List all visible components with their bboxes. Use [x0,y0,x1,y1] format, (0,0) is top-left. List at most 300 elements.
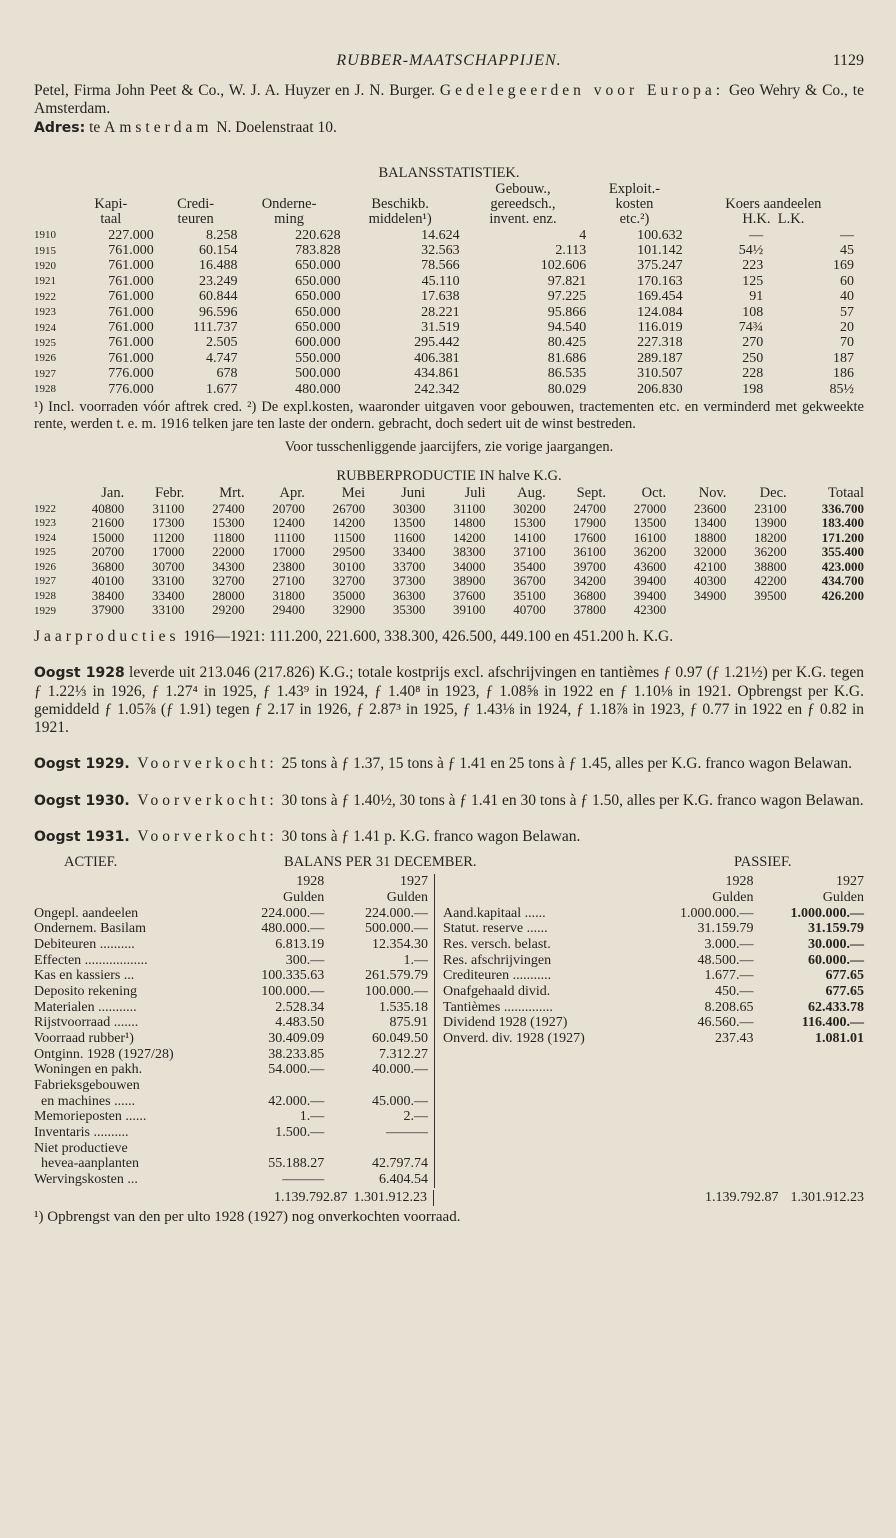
month-header: Nov. [698,485,727,502]
value-cell: 600.000 [295,335,341,351]
value-cell: — [840,227,854,243]
item-value: 40.000.— [372,1062,428,1078]
item-value: 1.677.— [704,968,754,984]
value-cell: 17000 [272,544,305,560]
value-cell: 434.700 [821,573,864,589]
month-header: Apr. [279,485,305,502]
value-cell: 36200 [633,544,667,560]
item-value: ——— [386,1124,428,1140]
item-label: Crediteuren ........... [443,968,552,984]
balance-stats-title: BALANSSTATISTIEK. [378,164,520,181]
value-cell: 91 [749,289,764,305]
value-cell: 761.000 [108,304,154,320]
total-assets-1927: 1.301.912.23 [353,1189,427,1205]
item-value: 55.188.27 [268,1156,325,1172]
col-header: Gebouw., gereedsch., invent. enz. [489,180,557,228]
value-cell: 38900 [453,573,486,589]
value-cell: 39700 [573,558,606,574]
value-cell: 37800 [573,602,606,618]
value-cell: 375.247 [637,258,683,274]
item-label: Ontginn. 1928 (1927/28) [34,1046,174,1062]
value-cell: 14.624 [421,227,460,243]
item-value: 100.000.— [261,983,325,999]
value-cell: 761.000 [108,350,154,366]
value-cell [726,603,786,618]
item-label: Res. afschrijvingen [443,952,552,968]
item-value [224,1078,324,1094]
value-cell: 17900 [573,515,606,531]
item-value: 450.— [715,983,754,999]
value-cell: 57 [840,304,854,320]
value-cell: 36700 [513,573,546,589]
value-cell: 32900 [332,602,366,618]
value-cell: 27400 [212,500,245,516]
stat-row [34,289,864,304]
value-cell: 30200 [513,500,546,516]
value-cell: 761.000 [108,335,154,351]
item-value: 100.335.63 [261,968,325,984]
item-label: Rijstvoorraad ....... [34,1015,139,1031]
year-cell: 1923 [34,517,56,530]
year-cell: 1922 [34,290,56,303]
item-value: 480.000.— [261,921,325,937]
balance-totals [34,1190,864,1207]
production-row [34,516,864,531]
item-label: Materialen ........... [34,999,137,1015]
value-cell: 35000 [332,587,366,603]
value-cell: 270 [742,335,764,351]
balance-sheet [34,874,864,1187]
value-cell: 108 [742,304,764,320]
value-cell: 171.200 [821,529,864,545]
value-cell: 32000 [693,544,727,560]
value-cell: 15000 [91,529,125,545]
item-label: Niet productieve [34,1140,128,1156]
value-cell: 11600 [393,529,426,545]
col-header: Kapi- taal [94,196,128,228]
value-cell: 94.540 [547,319,587,335]
value-cell: 38800 [754,558,787,574]
liability-row [443,1000,864,1016]
item-label: hevea-aanplanten [34,1156,139,1172]
item-value: 31.159.79 [697,921,754,937]
value-cell: 426.200 [821,587,864,603]
stat-row [34,228,864,243]
value-cell: 29400 [272,602,305,618]
value-cell: 227.318 [637,335,683,351]
item-label: Onverd. div. 1928 (1927) [443,1030,585,1046]
item-value: 224.000.— [261,905,325,921]
value-cell: 37600 [453,587,486,603]
item-value: 48.500.— [697,952,754,968]
value-cell: 86.535 [547,366,587,382]
item-value: 38.233.85 [268,1046,325,1062]
year-cell: 1924 [34,531,56,544]
year-cell: 1915 [34,244,56,257]
value-cell: 40800 [91,500,125,516]
value-cell: 33700 [392,558,426,574]
harvest-status: Voorverkocht: [129,791,278,809]
value-cell: 37300 [392,573,426,589]
value-cell: 33100 [151,573,185,589]
production-row [34,574,864,589]
item-value: 4.483.50 [275,1015,325,1031]
value-cell: 406.381 [414,350,460,366]
value-cell: 40100 [91,573,125,589]
balance-title: BALANS PER 31 DECEMBER. [284,854,477,871]
value-cell: 125 [742,273,764,289]
value-cell: 27000 [633,500,667,516]
item-value: 7.312.27 [379,1046,428,1062]
asset-row [34,1156,434,1172]
item-value: 60.000.— [808,952,864,968]
value-cell: 761.000 [108,319,154,335]
month-header: Juli [464,485,486,502]
value-cell: 39400 [633,573,667,589]
value-cell: 102.606 [540,258,587,274]
value-cell: 15300 [212,515,245,531]
harvest-label: Oogst 1931. [34,828,130,845]
value-cell: 336.700 [821,500,864,516]
value-cell: 550.000 [295,350,341,366]
value-cell: 38300 [453,544,486,560]
value-cell: 26700 [332,500,366,516]
production-table [34,485,864,618]
liability-row [443,968,864,984]
asset-row [34,1094,434,1110]
value-cell: 36300 [392,587,426,603]
liability-row [443,937,864,953]
harvest-label: Oogst 1930. [34,792,130,809]
value-cell: 500.000 [295,366,341,382]
stat-row [34,274,864,289]
year-cell: 1926 [34,352,56,365]
harvest-paragraph [34,755,864,773]
value-cell: 36800 [91,558,125,574]
value-cell: 34300 [212,558,245,574]
stat-row [34,305,864,320]
item-label: Wervingskosten ... [34,1171,138,1187]
value-cell: 289.187 [637,350,683,366]
item-value: 1.000.000.— [680,905,754,921]
value-cell: 18800 [693,529,727,545]
value-cell: 355.400 [821,544,864,560]
year-cell: 1926 [34,560,56,573]
value-cell: 13900 [754,515,787,531]
month-header: Sept. [576,485,606,502]
value-cell: 12400 [272,515,305,531]
value-cell: 31100 [152,500,185,516]
value-cell: 81.686 [547,350,587,366]
asset-row [34,984,434,1000]
value-cell: 776.000 [108,381,154,397]
item-value: 12.354.30 [372,936,428,952]
col-header: Beschikb. middelen¹) [368,196,432,228]
value-cell: 42100 [693,558,727,574]
item-value: 6.404.54 [379,1171,428,1187]
value-cell: 761.000 [108,258,154,274]
month-header: Aug. [517,485,546,502]
value-cell: 27100 [272,573,305,589]
item-value: 60.049.50 [372,1030,428,1046]
item-label: Ongepl. aandeelen [34,905,139,921]
address-street: N. Doelenstraat 10. [212,118,337,136]
value-cell: 169.454 [637,289,683,305]
value-cell: 36200 [754,544,787,560]
item-value: 100.000.— [365,983,428,999]
value-cell: 13500 [392,515,426,531]
stat-row [34,335,864,350]
value-cell: 32.563 [421,243,460,258]
value-cell: 8.258 [205,227,238,243]
value-cell: 35400 [513,558,546,574]
liability-row [443,921,864,937]
item-label: Kas en kassiers ... [34,968,135,984]
month-header: Jan. [101,485,125,502]
value-cell: 39100 [453,602,486,618]
balance-stats-note: Voor tusschenliggende jaarcijfers, zie vorige jaargangen. [284,439,614,456]
value-cell: 20700 [91,544,125,560]
asset-row [34,1078,434,1094]
year-cell: 1921 [34,275,56,288]
total-liabilities-1927: 1.301.912.23 [790,1189,864,1205]
value-cell: 206.830 [637,381,683,397]
page-number: 1129 [832,52,864,69]
balance-footnote: ¹) Opbrengst van den per ulto 1928 (1927) nog onverkochten voorraad. [34,1209,461,1226]
harvest-status: Voorverkocht: [129,827,278,845]
value-cell: 36100 [573,544,606,560]
item-label: Onafgehaald divid. [443,983,551,999]
asset-row [34,1062,434,1078]
item-value: 45.000.— [372,1093,428,1109]
item-label: Ondernem. Basilam [34,921,146,937]
year-cell: 1924 [34,321,56,334]
delegates-label: Gedelegeerden voor Europa: [439,82,725,99]
harvest-label: Oogst 1929. [34,756,130,773]
value-cell: 783.828 [295,243,341,258]
year-cell: 1910 [34,229,56,242]
item-label: Voorraad rubber¹) [34,1030,134,1046]
value-cell: 23600 [693,500,727,516]
harvest-text: 30 tons à ƒ 1.41 p. K.G. franco wagon Belawan. [277,827,581,845]
item-label: Statut. reserve ...... [443,921,548,937]
value-cell: 228 [742,366,764,382]
month-header: Dec. [759,485,787,502]
value-cell: 34000 [453,558,486,574]
annual-productions-label: Jaarproducties [34,627,180,645]
value-cell: 32700 [212,573,245,589]
page-header [34,52,864,82]
delegates-value: Geo Wehry & Co., te Amsterdam. [34,82,864,118]
balance-stats-table [34,182,864,397]
year-cell: 1925 [34,336,56,349]
value-cell: 101.142 [637,243,683,258]
total-assets-1928: 1.139.792.87 [274,1189,348,1205]
value-cell: 17300 [151,515,185,531]
item-value: 1.081.01 [815,1030,864,1046]
value-cell: 97.821 [547,273,587,289]
value-cell: 17000 [151,544,185,560]
value-cell: 22000 [212,544,245,560]
asset-row [34,953,434,969]
item-value: 46.560.— [697,1015,754,1031]
value-cell: 31.519 [421,319,460,335]
year-cell: 1927 [34,575,56,588]
asset-row [34,1141,434,1157]
value-cell: 11500 [333,529,366,545]
harvest-text: 25 tons à ƒ 1.37, 15 tons à ƒ 1.41 en 25 tons à ƒ 1.45, alles per K.G. franco wagon Belawan. [277,755,852,773]
value-cell: 37900 [91,602,125,618]
value-cell: 28.221 [421,304,460,320]
value-cell: 198 [742,381,764,397]
item-label: Aand.kapitaal ...... [443,905,546,921]
value-cell: 80.029 [547,381,587,397]
value-cell: 11100 [273,529,305,545]
month-header: Febr. [155,485,185,502]
asset-row [34,1015,434,1031]
item-value: 2.528.34 [275,999,325,1015]
asset-row [34,906,434,922]
value-cell: 111.737 [193,319,238,335]
value-cell: 14100 [513,529,546,545]
item-value: 224.000.— [365,905,428,921]
item-value: 1.— [299,1109,325,1125]
item-value: 6.813.19 [275,936,325,952]
value-cell: 761.000 [108,273,154,289]
production-row [34,589,864,604]
item-label: en machines ...... [34,1093,136,1109]
value-cell: 42200 [754,573,787,589]
value-cell: 761.000 [108,289,154,305]
harvest-text: leverde uit 213.046 (217.826) K.G.; totale kostprijs excl. afschrijvingen en tantièmes ƒ 0.97 (ƒ 1.21½) per K.G. tegen ƒ 1.22⅓ in 1926, ƒ 1.27⁴ in 1925, ƒ 1.43⁹ in 1924, ƒ 1.40⁸ in 1923, ƒ 1.08⅝ in 1922 en ƒ 1.10⅛ in 1921. Opbrengst per K.G. gemiddeld ƒ 1.05⅞ (ƒ 1.91) tegen ƒ 2.17 in 1926, ƒ 2.87³ in 1925, ƒ 1.43⅛ in 1924, ƒ 1.18⅞ in 1923, ƒ 0.77 in 1922 en ƒ 0.82 in 1921. [34,664,865,737]
value-cell: 40300 [693,573,727,589]
col-header-koers: Koers aandeelen H.K. L.K. [725,196,822,228]
value-cell: — [749,227,764,243]
item-value: 1.000.000.— [790,905,864,921]
item-label: Fabrieksgebouwen [34,1077,140,1093]
item-value: 1.500.— [275,1124,325,1140]
value-cell: 60.844 [198,289,238,305]
value-cell: 36800 [573,587,606,603]
year-cell: 1922 [34,502,56,515]
value-cell: 2.113 [555,243,587,258]
production-row [34,560,864,575]
item-value: 1.— [403,952,428,968]
value-cell: 17600 [573,529,606,545]
value-cell: 124.084 [637,304,683,320]
value-cell: 16.488 [198,258,238,274]
value-cell: 14200 [453,529,486,545]
asset-row [34,968,434,984]
value-cell: 250 [742,350,764,366]
value-cell: 18200 [754,529,787,545]
value-cell: 30700 [151,558,185,574]
value-cell: 187 [833,350,854,366]
item-value: 3.000.— [704,936,754,952]
value-cell: 4.747 [205,350,238,366]
item-value: 42.000.— [268,1093,325,1109]
total-liabilities-1928: 1.139.792.87 [705,1189,779,1205]
asset-row [34,937,434,953]
item-value: 31.159.79 [808,921,864,937]
value-cell: 423.000 [821,558,864,574]
year-cell: 1920 [34,260,56,273]
value-cell: 183.400 [821,515,864,531]
asset-row [34,1172,434,1188]
item-value: 62.433.78 [808,999,864,1015]
value-cell: 223 [742,258,764,274]
item-value: 875.91 [389,1015,428,1031]
value-cell: 39500 [754,587,787,603]
value-cell: 37100 [513,544,546,560]
item-value: ——— [282,1171,325,1187]
harvest-paragraph [34,664,864,737]
value-cell: 15300 [513,515,546,531]
production-title: RUBBERPRODUCTIE IN halve K.G. [336,468,562,485]
balance-header [34,854,864,874]
value-cell: 43600 [633,558,667,574]
production-row [34,545,864,560]
production-row [34,502,864,517]
liability-row [443,1015,864,1031]
asset-row [34,1031,434,1047]
harvest-text: 30 tons à ƒ 1.40½, 30 tons à ƒ 1.41 en 30 tons à ƒ 1.50, alles per K.G. franco wagon Belawan. [277,791,864,809]
value-cell: 14200 [332,515,366,531]
value-cell: 1.677 [205,381,238,397]
value-cell: 39400 [633,587,667,603]
value-cell: 100.632 [637,227,683,243]
year-cell: 1927 [34,367,56,380]
value-cell: 16100 [633,529,667,545]
value-cell: 11200 [152,529,185,545]
assets-column: 1928 1927 Gulden Gulden Ongepl. aandeelen 224.000.— 224.000.— Ondernem. Basilam 480.000.— 500.000.— Debiteuren .......... 6.813.19 12.354.30 Effecten .................. 300.— 1.— Kas en kassiers ... 100.335.63 261.579.79 Deposito rekening 100.000.— 100.000.— Materialen ........... 2.528.34 1.535.18 Rijstvoorraad ....... 4.483.50 875.91 Voorraad rubber¹) 30.409.09 60.049.50 Ontginn. 1928 (1927/28) 38.233.85 7.312.27 Woningen en pakh. 54.000.— 40.000.— Fabrieksgebouwen en machines ...... 42.000.— 45.000.— Memorieposten ...... 1.— 2.— Inventaris .......... 1.500.— ——— Niet productieve hevea-aanplanten 55.188.27 42.797.74 Wervingskosten ... ——— 6.404.54 [34,874,435,1187]
item-value: 237.43 [715,1030,754,1046]
value-cell: 242.342 [414,381,460,397]
value-cell: 33400 [151,587,185,603]
item-label: Effecten .................. [34,952,148,968]
value-cell: 20 [840,319,854,335]
value-cell: 220.628 [295,227,341,243]
item-label: Tantièmes .............. [443,999,553,1015]
value-cell: 186 [833,366,854,382]
stat-row [34,243,864,258]
assets-label: ACTIEF. [64,854,118,871]
asset-row [34,1125,434,1141]
value-cell: 85½ [829,381,854,397]
value-cell: 97.225 [547,289,587,305]
value-cell [666,603,726,618]
value-cell: 31100 [453,500,486,516]
value-cell: 74¾ [738,319,764,335]
liability-row [443,984,864,1000]
liabilities-column: 1928 1927 Gulden Gulden Aand.kapitaal ...... 1.000.000.— 1.000.000.— Statut. reserve ...... 31.159.79 31.159.79 Res. versch. belast. 3.000.— 30.000.— Res. afschrijvingen 48.500.— 60.000.— Crediteuren ........... 1.677.— 677.65 Onafgehaald divid. 450.— 677.65 Tantièmes .............. 8.208.65 62.433.78 Dividend 1928 (1927) 46.560.— 116.400.— Onverd. div. 1928 (1927) 237.43 1.081.01 [443,874,864,1046]
production-row [34,603,864,618]
stat-row [34,366,864,381]
item-value: 42.797.74 [372,1156,428,1172]
asset-row [34,1000,434,1016]
value-cell: 4 [579,227,587,243]
value-cell [787,603,864,618]
value-cell: 31800 [272,587,305,603]
value-cell: 20700 [272,500,305,516]
asset-row [34,921,434,937]
year-cell: 1929 [34,604,56,617]
value-cell: 35100 [513,587,546,603]
year-cell: 1925 [34,546,56,559]
stat-row [34,258,864,273]
year-cell: 1923 [34,306,56,319]
stat-row [34,382,864,397]
